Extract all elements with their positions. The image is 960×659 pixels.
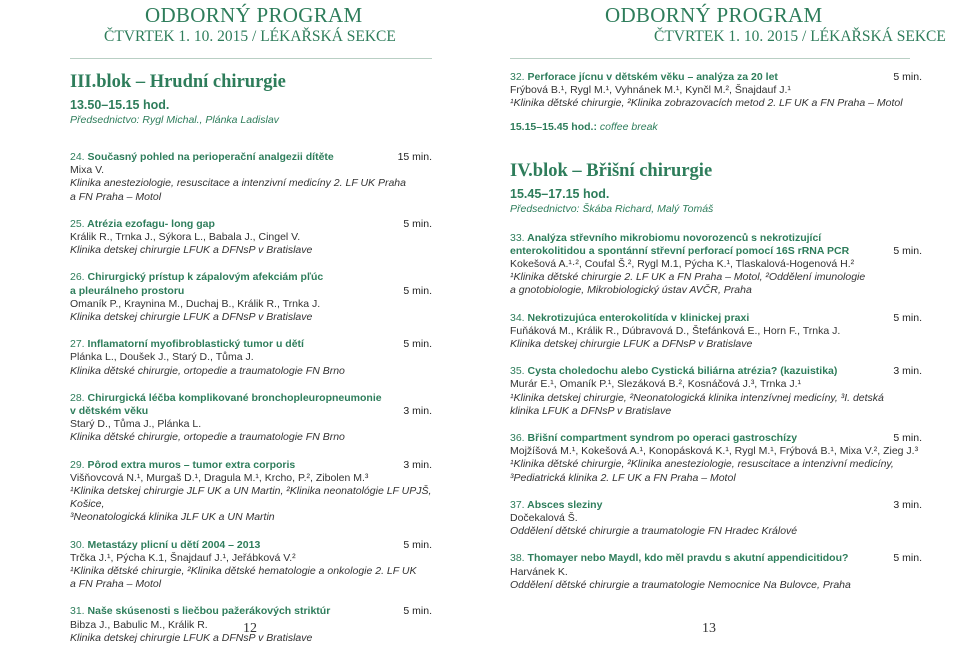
item-title-text: Nekrotizujúca enterokolitída v klinickej praxi: [527, 311, 750, 324]
item-title-line: [510, 245, 922, 258]
item-authors: Mixa V.: [70, 164, 105, 177]
item-title: [70, 392, 382, 405]
block-chair: Předsednictvo: Rygl Michal., Plánka Ladislav: [70, 114, 279, 126]
item-title: [510, 71, 778, 84]
item-title-line: [510, 312, 922, 325]
item-number: 26.: [70, 271, 85, 284]
item-title: [510, 245, 849, 258]
item-authors: Dočekalová Š.: [510, 512, 578, 525]
item-number: 24.: [70, 151, 85, 163]
item-duration: 5 min.: [403, 538, 432, 551]
item-title-text: Naše skúsenosti s liečbou pažerákových striktúr: [87, 605, 331, 618]
item-title-text: Chirurgická léčba komplikované bronchopleuropneumonie: [87, 391, 382, 404]
item-authors: Trčka J.¹, Pýcha K.1, Šnajdauf J.¹, Jeřábková V.²: [70, 551, 296, 564]
block-time: 15.45–17.15 hod.: [510, 186, 610, 201]
item-title: [510, 499, 602, 512]
item-title-line: [510, 499, 922, 512]
header-subtitle: ČTVRTEK 1. 10. 2015 / LÉKAŘSKÁ SEKCE: [104, 28, 396, 45]
item-duration: 5 min.: [403, 605, 432, 618]
item-title-text: enterokolitidou a spontánní střevní perforací pomocí 16S rRNA PCR: [510, 244, 850, 257]
item-institution: a FN Praha – Motol: [70, 578, 162, 591]
item-institution: Klinika detskej chirurgie LFUK a DFNsP v Bratislave: [510, 338, 753, 351]
program-item: [70, 271, 432, 324]
right-page: [480, 0, 960, 659]
item-title: [70, 539, 260, 552]
item-number: 36.: [510, 432, 525, 445]
program-item: [70, 338, 432, 378]
left-content: [70, 70, 432, 645]
item-duration: 15 min.: [397, 151, 432, 163]
item-title-text: Thomayer nebo Maydl, kdo měl pravdu s akutní appendicitidou?: [527, 552, 849, 565]
item-number: 33.: [510, 231, 525, 244]
item-title-line: [510, 232, 922, 245]
item-title-line: [70, 405, 432, 418]
item-duration: 5 min.: [893, 432, 922, 445]
header-rule: [510, 58, 910, 59]
item-title-text: Perforace jícnu v dětském věku – analýza za 20 let: [527, 71, 778, 83]
program-list: [510, 71, 922, 111]
item-title: [70, 285, 184, 298]
item-title: [510, 432, 797, 445]
item-duration: 5 min.: [893, 244, 922, 257]
item-title-text: a pleurálneho prostoru: [70, 284, 185, 297]
coffee-label: coffee break: [596, 120, 658, 133]
item-title-text: Absces sleziny: [527, 498, 603, 511]
item-number: 27.: [70, 338, 85, 351]
item-number: 31.: [70, 605, 85, 618]
block-chair: Předsednictvo: Škába Richard, Malý Tomáš: [510, 202, 714, 215]
program-item: [70, 218, 432, 258]
program-item: [510, 71, 922, 111]
item-institution: Oddělení dětské chirurgie a traumatologie FN Hradec Králové: [510, 525, 798, 538]
item-duration: 5 min.: [403, 284, 432, 297]
item-institution: ¹Klinika detskej chirurgie, ²Neonatologická klinika intenzívnej medicíny, ³I. detská: [510, 391, 884, 404]
item-authors: Plánka L., Doušek J., Starý D., Tůma J.: [70, 351, 254, 364]
item-number: 29.: [70, 458, 85, 471]
item-authors: Králik R., Trnka J., Sýkora L., Babala J., Cingel V.: [70, 231, 301, 244]
item-institution: Klinika detskej chirurgie LFUK a DFNsP v Bratislave: [70, 244, 313, 257]
item-number: 30.: [70, 538, 85, 551]
item-institution: ¹Klinika dětské chirurgie, ²Klinika dětské hematologie a onkologie 2. LF UK: [70, 565, 417, 578]
item-institution: ¹Klinika dětské chirurgie, ²Klinika zobrazovacích metod 2. LF UK a FN Praha – Motol: [510, 97, 903, 110]
item-institution: klinika LFUK a DFNsP v Bratislave: [510, 404, 672, 417]
item-duration: 5 min.: [403, 217, 432, 230]
item-authors: Murár E.¹, Omaník P.¹, Slezáková B.², Kosnáčová J.³, Trnka J.¹: [510, 378, 801, 391]
item-authors: Harvánek K.: [510, 565, 568, 578]
item-institution: Klinika anesteziologie, resuscitace a intenzivní medicíny 2. LF UK Praha: [70, 177, 406, 190]
item-number: 32.: [510, 71, 525, 83]
item-number: 25.: [70, 217, 85, 230]
program-item: [510, 499, 922, 539]
item-institution: ³Neonatologická klinika JLF UK a UN Martin: [70, 511, 275, 524]
item-title-text: Současný pohled na perioperační analgezii dítěte: [87, 151, 334, 163]
header-rule: [70, 58, 432, 59]
item-title-text: Břišní compartment syndrom po operaci gastroschízy: [527, 432, 798, 445]
item-authors: Omaník P., Kraynina M., Duchaj B., Králik R., Trnka J.: [70, 297, 321, 310]
item-title-text: Pôrod extra muros – tumor extra corporis: [87, 458, 296, 471]
item-institution: a FN Praha – Motol: [70, 190, 162, 203]
item-title-text: Atrézia ezofagu- long gap: [87, 217, 215, 230]
item-title-line: [70, 605, 432, 618]
item-title-line: [70, 285, 432, 298]
item-authors: Višňovcová N.¹, Murgaš D.¹, Dragula M.¹, Krcho, P.², Zibolen M.³: [70, 471, 369, 484]
item-title-line: [510, 552, 922, 565]
block-title: IV.blok – Břišní chirurgie: [510, 160, 713, 181]
item-institution: Klinika dětské chirurgie, ortopedie a traumatologie FN Brno: [70, 364, 345, 377]
program-item: [510, 232, 922, 298]
item-institution: ¹Klinika dětské chirurgie, ²Klinika anesteziologie, resuscitace a intenzivní medicíny,: [510, 458, 894, 471]
item-title: [70, 459, 295, 472]
header-title: ODBORNÝ PROGRAM: [145, 3, 363, 27]
item-title-line: [70, 218, 432, 231]
item-title-line: [70, 338, 432, 351]
item-authors: Starý D., Tůma J., Plánka L.: [70, 418, 202, 431]
item-authors: Kokešová A.¹·², Coufal Š.², Rygl M.1, Pýcha K.¹, Tlaskalová-Hogenová H.²: [510, 258, 855, 271]
header-subtitle: ČTVRTEK 1. 10. 2015 / LÉKAŘSKÁ SEKCE: [654, 28, 946, 45]
item-duration: 3 min.: [403, 405, 432, 418]
program-item: [510, 432, 922, 485]
item-title: [510, 365, 837, 378]
item-duration: 3 min.: [403, 458, 432, 471]
program-item: [70, 459, 432, 525]
block-time: 13.50–15.15 hod.: [70, 98, 170, 112]
item-number: 28.: [70, 391, 85, 404]
item-authors: Bibza J., Babulic M., Králik R.: [70, 618, 208, 631]
program-item: [70, 539, 432, 592]
program-item: [510, 312, 922, 352]
item-title: [510, 232, 821, 245]
program-item: [510, 365, 922, 418]
item-institution: Klinika detskej chirurgie LFUK a DFNsP v Bratislave: [70, 311, 313, 324]
item-title-text: Analýza střevního mikrobiomu novorozenců s nekrotizující: [527, 231, 822, 244]
item-number: 35.: [510, 365, 525, 378]
item-title-text: Cysta choledochu alebo Cystická biliárna atrézia? (kazuistika): [527, 365, 838, 378]
item-duration: 5 min.: [893, 71, 922, 83]
item-institution: Klinika dětské chirurgie, ortopedie a traumatologie FN Brno: [70, 431, 345, 444]
item-title-line: [510, 365, 922, 378]
item-authors: Mojžíšová M.¹, Kokešová A.¹, Konopásková K.¹, Rygl M.¹, Frýbová B.¹, Mixa V.², Zieg J.³: [510, 445, 919, 458]
item-authors: Fuňáková M., Králik R., Dúbravová D., Štefánková E., Horn F., Trnka J.: [510, 324, 841, 337]
item-institution: Oddělení dětské chirurgie a traumatologie Nemocnice Na Bulovce, Praha: [510, 578, 851, 591]
item-number: 34.: [510, 311, 525, 324]
item-duration: 5 min.: [893, 552, 922, 565]
program-list: [70, 151, 432, 645]
item-title-text: Metastázy plicní u dětí 2004 – 2013: [87, 538, 261, 551]
page-number: 13: [702, 621, 716, 636]
item-authors: Frýbová B.¹, Rygl M.¹, Vyhnánek M.¹, Kynčl M.², Šnajdauf J.¹: [510, 84, 791, 97]
item-institution: a gnotobiologie, Mikrobiologický ústav AVČR, Praha: [510, 284, 752, 297]
item-title-text: Chirurgický prístup k zápalovým afekciám pľúc: [87, 271, 324, 284]
header-title: ODBORNÝ PROGRAM: [605, 3, 823, 27]
program-item: [70, 392, 432, 445]
item-institution: ¹Klinika detskej chirurgie JLF UK a UN Martin, ²Klinika neonatológie LF UPJŠ, Košice,: [70, 485, 432, 511]
item-title: [510, 552, 848, 565]
item-title-line: [70, 151, 432, 164]
item-title: [510, 312, 749, 325]
item-title-line: [510, 432, 922, 445]
item-title: [70, 271, 323, 284]
item-duration: 3 min.: [893, 365, 922, 378]
item-duration: 3 min.: [893, 498, 922, 511]
item-institution: ³Pediatrická klinika 2. LF UK a FN Praha – Motol: [510, 471, 736, 484]
item-title: [70, 338, 304, 351]
item-title-text: Inflamatorní myofibroblastický tumor u dětí: [87, 338, 304, 351]
program-list: [510, 232, 922, 592]
item-duration: 5 min.: [403, 338, 432, 351]
block-title: III.blok – Hrudní chirurgie: [70, 72, 286, 92]
right-content: [510, 71, 922, 592]
item-title-line: [70, 392, 432, 405]
item-title: [70, 405, 148, 418]
program-item: [70, 151, 432, 204]
item-institution: ¹Klinika dětské chirurgie 2. LF UK a FN Praha – Motol, ²Oddělení imunologie: [510, 271, 866, 284]
item-title-text: v dětském věku: [70, 405, 149, 418]
item-duration: 5 min.: [893, 311, 922, 324]
item-title-line: [70, 539, 432, 552]
coffee-time: 15.15–15.45 hod.:: [510, 120, 597, 133]
item-number: 38.: [510, 552, 525, 565]
page-number: 12: [243, 621, 257, 636]
item-title-line: [510, 71, 922, 84]
item-number: 37.: [510, 498, 525, 511]
item-institution: Klinika detskej chirurgie LFUK a DFNsP v Bratislave: [70, 631, 313, 644]
block: [510, 159, 922, 592]
item-title: [70, 151, 334, 164]
program-item: [510, 552, 922, 592]
item-title: [70, 218, 215, 231]
item-title: [70, 605, 330, 618]
coffee-break: [510, 121, 922, 133]
item-title-line: [70, 271, 432, 284]
item-title-line: [70, 459, 432, 472]
